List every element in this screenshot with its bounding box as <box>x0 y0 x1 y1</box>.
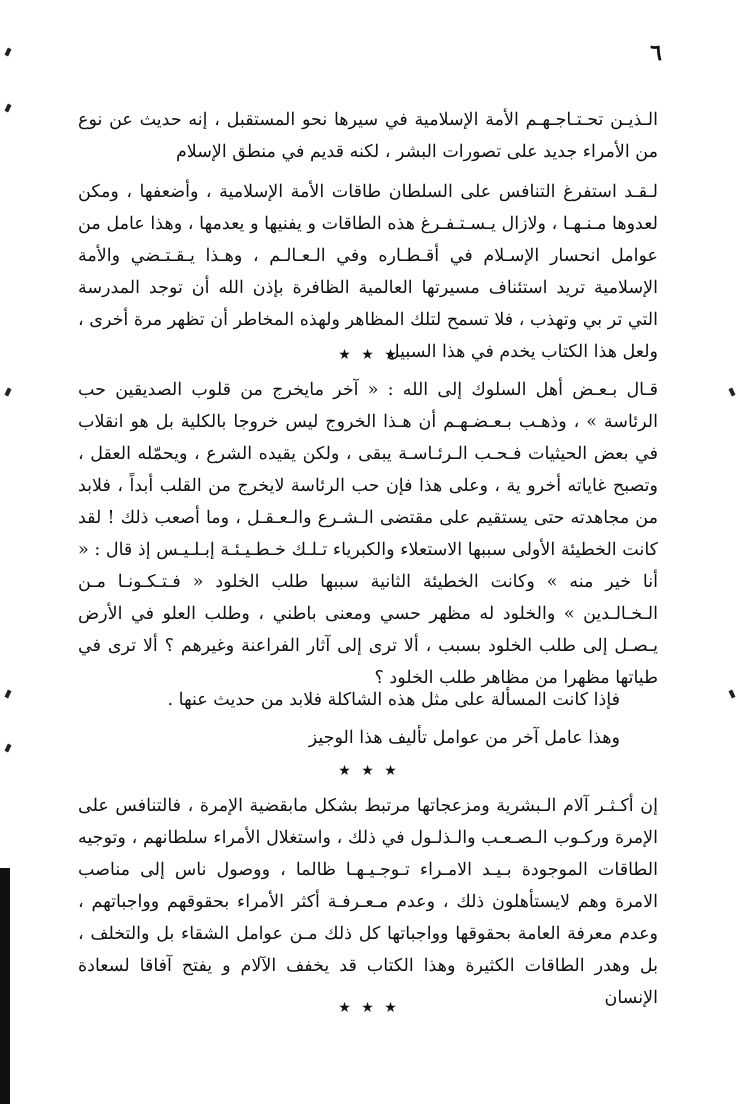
section-separator-3: ★ ★ ★ <box>338 1000 400 1016</box>
paragraph-1 <box>78 104 658 168</box>
paragraph-2-text: لـقـد استفرغ التنافس على السلطان طاقات الأمة الإسلامية ، وأضعفها ، ومكن لعدوها مـنـهـا ، ولازال يـسـتـفـرغ هذه الطاقات و يفنيها و يعدمها ، وهذا عامل من عوامل انحسار الإسـلام في أقـطـاره وفي الـعـالـم ، وهـذا يـقـتـضي والأمة الإسلامية تريد استئناف مسيرتها العالمية الظافرة بإذن الله أن توجد المدرسة التي تر بي وتهذب ، فلا تسمح لتلك المظاهر ولهذه المخاطر أن تظهر مرة أخرى ، ولعل هذا الكتاب يخدم في هذا السبيل <box>78 182 658 362</box>
scan-speck-7 <box>728 690 735 699</box>
paragraph-4: فإذا كانت المسألة على مثل هذه الشاكلة فلابد من حديث عنها . <box>167 690 620 710</box>
section-separator-2: ★ ★ ★ <box>338 763 400 779</box>
scan-speck-1 <box>4 48 11 57</box>
paragraph-3-text: قـال بـعـض أهل السلوك إلى الله : « آخر مايخرج من قلوب الصديقين حب الرئاسة » ، وذهـب بـعـضـهـم أن هـذا الخروج ليس خروجا بالكلية بل هو انقلاب في بعض الحيثيات فـحـب الـرئـاسـة يبقى ، ولكن يقيده الشرع ، ويحمّله العقل ، وتصبح غاياته أخرو ية ، وعلى هذا فإن حب الرئاسة لايخرج من القلب أبداً ، فلابد من مجاهدته حتى يستقيم على مقتضى الـشـرع والـعـقـل ، وما أصعب ذلك ! لقد كانت الخطيئة الأولى سببها الاستعلاء والكبرياء تـلـك خـطـيـئـة إبـلـيـس إذ قال : « أنا خير منه » وكانت الخطيئة الثانية سببها طلب الخلود « فـتـكـونـا مـن الـخـالـدين » والخلود له مظهر حسي ومعنى باطني ، وطلب العلو في الأرض يـصـل إلى طلب الخلود بسبب ، ألا ترى إلى آثار الفراعنة وغيرهم ؟ ألا ترى في طياتها مظهرا من مظاهر طلب الخلود ؟ <box>78 380 658 688</box>
paragraph-3 <box>78 374 658 694</box>
page-number: ٦ <box>650 40 662 66</box>
scan-speck-5 <box>4 744 11 753</box>
paragraph-5: وهذا عامل آخر من عوامل تأليف هذا الوجيز <box>308 728 620 748</box>
scan-speck-4 <box>4 690 11 699</box>
scan-speck-3 <box>4 388 11 397</box>
paragraph-6-text: إن أكـثـر آلام الـبشرية ومزعجاتها مرتبط بشكل مابقضية الإمرة ، فالتنافس على الإمرة وركـوب الـصـعـب والـذلـول في ذلك ، واستغلال الأمراء سلطانهم ، وتوجيه الطاقات الموجودة بـيـد الامـراء تـوجـيـهـا ظالما ، ووصول ناس إلى مناصب الامرة وهم لايستأهلون ذلك ، وعدم مـعـرفـة أكثر الأمراء بحقوقهم وواجباتهم ، وعدم معرفة العامة بحقوقها وواجباتها كل ذلك مـن عوامل الشقاء بل والتخلف ، بل وهدر الطاقات الكثيرة وهذا الكتاب قد يخفف الآلام و يفتح آفاقا لسعادة الإنسان <box>78 796 658 1008</box>
section-separator-1: ★ ★ ★ <box>338 347 400 363</box>
scan-speck-6 <box>728 388 735 397</box>
scan-edge-shadow <box>0 868 10 1104</box>
paragraph-6 <box>78 790 658 1014</box>
paragraph-1-text: الـذيـن تحـتـاجـهـم الأمة الإسلامية في سيرها نحو المستقبل ، إنه حديث عن نوع من الأمراء جديد على تصورات البشر ، لكنه قديم في منطق الإسلام <box>78 110 658 162</box>
paragraph-2 <box>78 176 658 368</box>
scan-speck-2 <box>4 104 11 113</box>
